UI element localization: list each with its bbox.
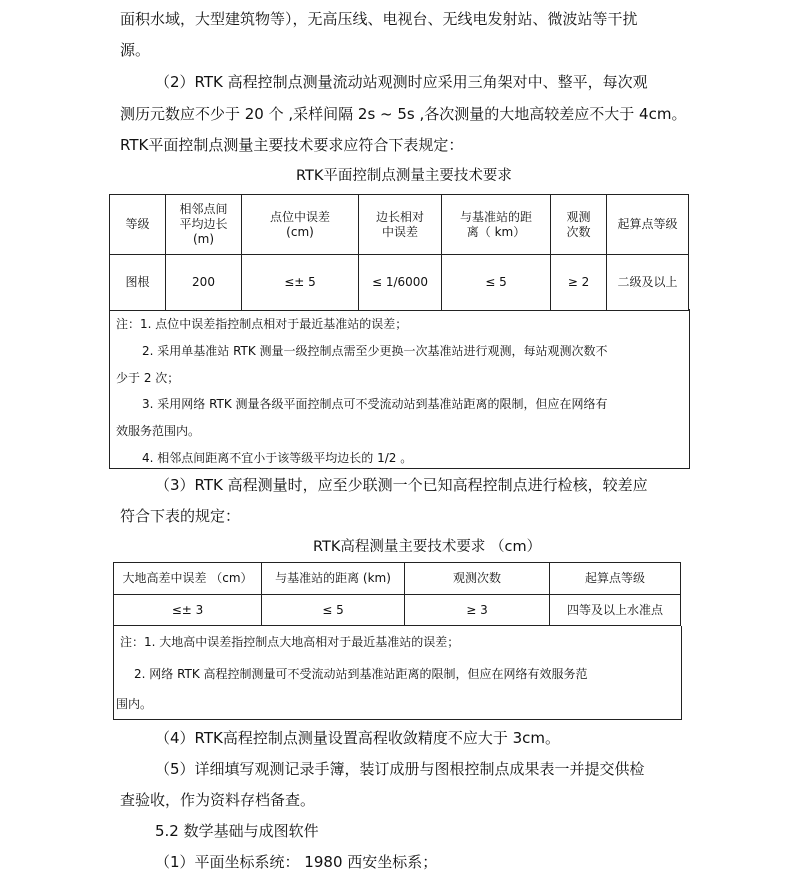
header-cell: 与基准站的距离 (km)	[262, 563, 405, 595]
paragraph-line: 查验收，作为资料存档备查。	[120, 791, 316, 809]
note-line: 4. 相邻点间距离不宜小于该等级平均边长的 1/2 。	[142, 451, 413, 465]
header-cell: 起算点等级	[550, 563, 681, 595]
table-header-row	[110, 195, 689, 255]
table-cell: 图根	[110, 255, 166, 311]
paragraph-line: 测历元数应不少于 20 个 ,采样间隔 2s ~ 5s ,各次测量的大地高较差应不大于 4cm。	[120, 105, 687, 123]
paragraph-line: （3）RTK 高程测量时，应至少联测一个已知高程控制点进行检核，较差应	[155, 476, 648, 494]
paragraph-line: RTK平面控制点测量主要技术要求应符合下表规定：	[120, 136, 464, 154]
note-line: 围内。	[116, 697, 153, 711]
note-line: 3. 采用网络 RTK 测量各级平面控制点可不受流动站到基准站距离的限制，但应在网络有	[142, 397, 608, 411]
header-cell: 与基准站的距 离（ km）	[442, 195, 551, 255]
table-notes	[113, 626, 682, 720]
header-cell: 起算点等级	[607, 195, 689, 255]
table-cell: ≤ 5	[262, 595, 405, 626]
table-cell: ≤ 1/6000	[359, 255, 442, 311]
table-cell: ≥ 3	[405, 595, 550, 626]
table-cell: ≤± 5	[242, 255, 359, 311]
paragraph-line: （1）平面坐标系统： 1980 西安坐标系；	[155, 853, 438, 871]
note-line: 2. 采用单基准站 RTK 测量一级控制点需至少更换一次基准站进行观测，每站观测次数不	[142, 344, 608, 358]
paragraph-line: （2）RTK 高程控制点测量流动站观测时应采用三角架对中、整平，每次观	[155, 73, 648, 91]
note-line: 注：1. 点位中误差指控制点相对于最近基准站的误差；	[116, 317, 408, 331]
table-cell: ≤± 3	[114, 595, 262, 626]
paragraph-line: 符合下表的规定：	[120, 507, 241, 525]
table-cell: 二级及以上	[607, 255, 689, 311]
table-row	[114, 595, 681, 626]
note-line: 少于 2 次；	[116, 371, 180, 385]
table-caption: RTK平面控制点测量主要技术要求	[296, 168, 512, 184]
table-cell: ≥ 2	[551, 255, 607, 311]
rtk-plane-table	[109, 194, 689, 311]
table-notes	[109, 309, 690, 469]
table-cell: 200	[166, 255, 242, 311]
note-line: 注：1. 大地高中误差指控制点大地高相对于最近基准站的误差；	[120, 635, 460, 649]
header-cell: 点位中误差 (cm)	[242, 195, 359, 255]
header-cell: 观测 次数	[551, 195, 607, 255]
table-row	[110, 255, 689, 311]
table-header-row	[114, 563, 681, 595]
paragraph-line: 源。	[120, 41, 151, 59]
paragraph-line: （5）详细填写观测记录手簿，装订成册与图根控制点成果表一并提交供检	[155, 760, 645, 778]
table-cell: ≤ 5	[442, 255, 551, 311]
table-caption: RTK高程测量主要技术要求 （cm）	[313, 539, 542, 555]
header-cell: 相邻点间 平均边长 (m)	[166, 195, 242, 255]
paragraph-line: 面积水域，大型建筑物等），无高压线、电视台、无线电发射站、微波站等干扰	[120, 10, 638, 28]
header-cell: 观测次数	[405, 563, 550, 595]
section-heading: 5.2 数学基础与成图软件	[155, 822, 319, 840]
note-line: 效服务范围内。	[116, 424, 201, 438]
header-cell: 边长相对 中误差	[359, 195, 442, 255]
table-cell: 四等及以上水准点	[550, 595, 681, 626]
header-cell: 等级	[110, 195, 166, 255]
note-line: 2. 网络 RTK 高程控制测量可不受流动站到基准站距离的限制，但应在网络有效服务范	[134, 667, 588, 681]
paragraph-line: （4）RTK高程控制点测量设置高程收敛精度不应大于 3cm。	[155, 729, 561, 747]
rtk-height-table	[113, 562, 681, 626]
header-cell: 大地高差中误差 （cm）	[114, 563, 262, 595]
